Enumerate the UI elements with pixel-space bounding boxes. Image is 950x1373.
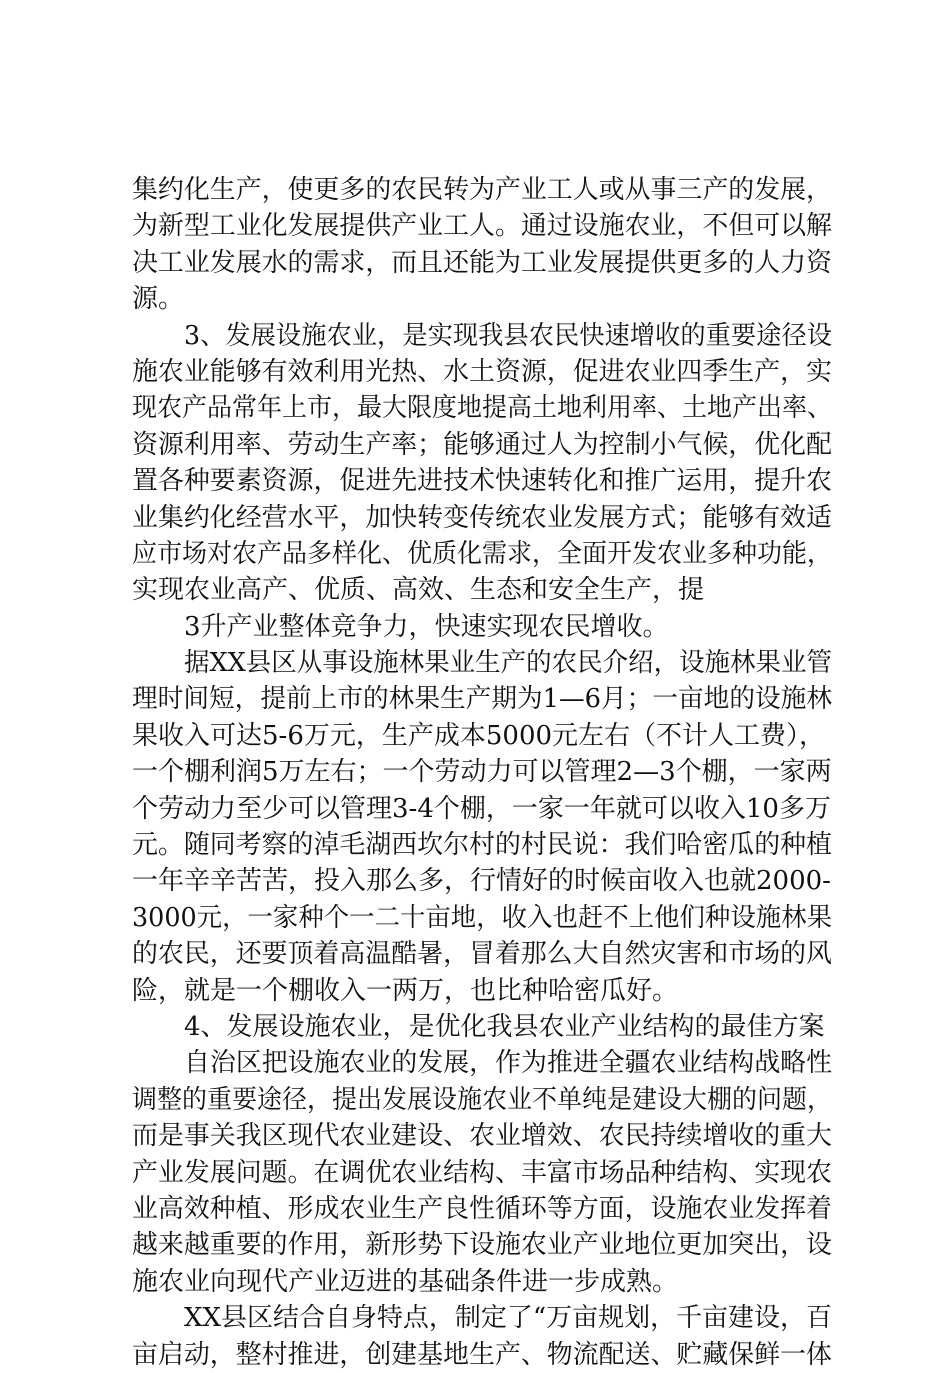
text-line: 3000元，一家种个一二十亩地，收入也赶不上他们种设施林果: [132, 902, 832, 933]
text-line: 3、发展设施农业，是实现我县农民快速增收的重要途径设: [184, 320, 832, 351]
text-line: 业高效种植、形成农业生产良性循环等方面，设施农业发挥着: [132, 1193, 832, 1224]
text-line: 越来越重要的作用，新形势下设施农业产业地位更加突出，设: [132, 1230, 832, 1261]
text-line: 亩启动，整村推进，创建基地生产、物流配送、贮藏保鲜一体: [132, 1339, 832, 1370]
text-line: 4、发展设施农业，是优化我县农业产业结构的最佳方案: [184, 1011, 825, 1042]
text-line: 应市场对农产品多样化、优质化需求，全面开发农业多种功能，: [132, 538, 832, 569]
text-line: 产业发展问题。在调优农业结构、丰富市场品种结构、实现农: [132, 1157, 832, 1188]
text-line: 自治区把设施农业的发展，作为推进全疆农业结构战略性: [184, 1048, 832, 1079]
text-line: 实现农业高产、优质、高效、生态和安全生产，提: [132, 575, 705, 606]
text-line: 业集约化经营水平，加快转变传统农业发展方式；能够有效适: [132, 502, 832, 533]
text-line: 个劳动力至少可以管理3-4个棚，一家一年就可以收入10多万: [132, 793, 831, 824]
text-line: 的农民，还要顶着高温酷暑，冒着那么大自然灾害和市场的风: [132, 939, 832, 970]
text-line: 而是事关我区现代农业建设、农业增效、农民持续增收的重大: [132, 1121, 832, 1152]
text-line: 决工业发展水的需求，而且还能为工业发展提供更多的人力资: [132, 247, 832, 278]
text-line: 现农产品常年上市，最大限度地提高土地利用率、土地产出率、: [132, 393, 832, 424]
text-line: 源。: [132, 284, 185, 315]
text-line: 施农业能够有效利用光热、水土资源，促进农业四季生产，实: [132, 356, 832, 387]
text-line: 一年辛辛苦苦，投入那么多，行情好的时候亩收入也就2000-: [132, 866, 831, 897]
text-line: 为新型工业化发展提供产业工人。通过设施农业，不但可以解: [132, 211, 832, 242]
text-line: 果收入可达5-6万元，生产成本5000元左右（不计人工费），: [132, 720, 826, 751]
text-line: 3升产业整体竞争力，快速实现农民增收。: [184, 611, 669, 642]
text-line: XX县区结合自身特点，制定了“万亩规划，千亩建设，百: [184, 1303, 832, 1334]
text-line: 一个棚利润5万左右；一个劳动力可以管理2—3个棚，一家两: [132, 757, 832, 788]
text-line: 置各种要素资源，促进先进技术快速转化和推广运用，提升农: [132, 466, 832, 497]
text-line: 理时间短，提前上市的林果生产期为1—6月；一亩地的设施林: [132, 684, 832, 715]
text-line: 调整的重要途径，提出发展设施农业不单纯是建设大棚的问题，: [132, 1084, 832, 1115]
text-line: 据XX县区从事设施林果业生产的农民介绍，设施林果业管: [184, 648, 832, 679]
text-line: 险，就是一个棚收入一两万，也比种哈密瓜好。: [132, 975, 679, 1006]
text-line: 施农业向现代产业迈进的基础条件进一步成熟。: [132, 1266, 679, 1297]
text-line: 集约化生产，使更多的农民转为产业工人或从事三产的发展，: [132, 175, 832, 205]
document-body: [132, 172, 832, 1373]
text-line: 元。随同考察的淖毛湖西坎尔村的村民说：我们哈密瓜的种植: [132, 830, 832, 861]
text-line: 资源利用率、劳动生产率；能够通过人为控制小气候，优化配: [132, 429, 832, 460]
